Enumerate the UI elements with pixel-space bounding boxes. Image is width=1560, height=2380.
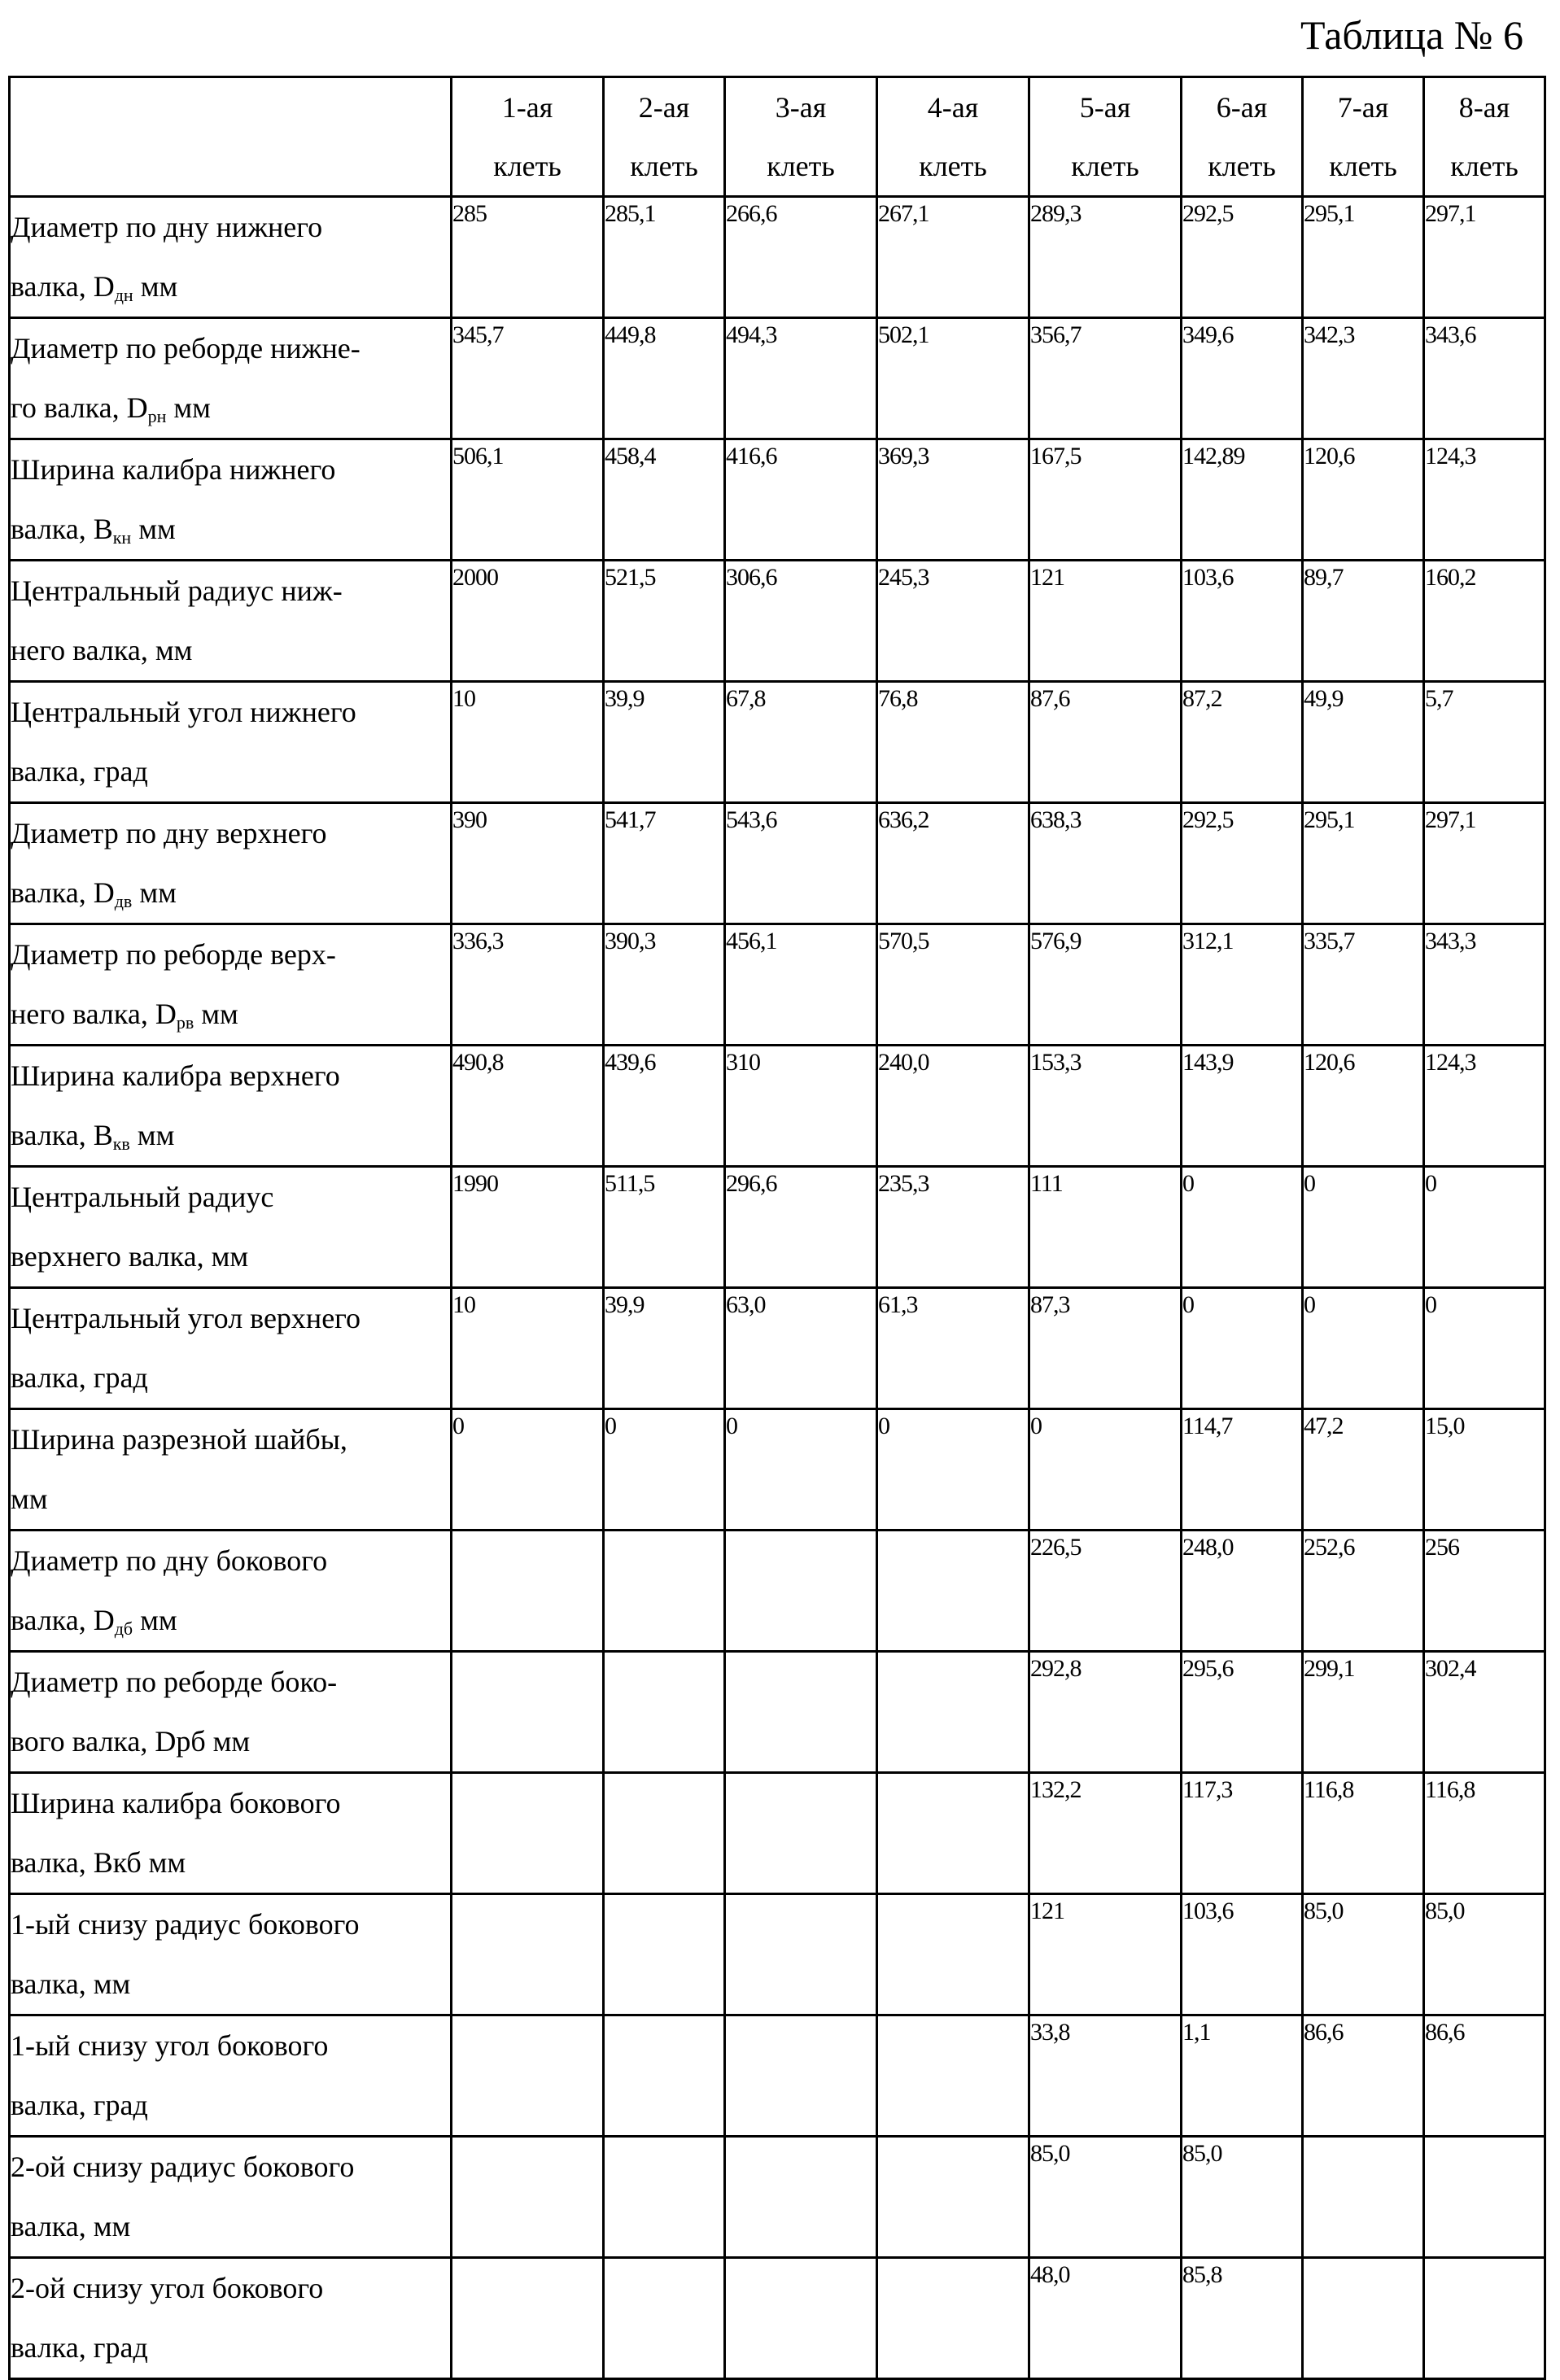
- table-cell: [452, 1531, 604, 1652]
- row-label-text: мм: [11, 1483, 48, 1515]
- table-cell: 33,8: [1029, 2015, 1182, 2137]
- column-header: [1303, 77, 1424, 197]
- table-cell: 343,6: [1424, 318, 1545, 439]
- data-table: [8, 76, 1546, 2380]
- table-cell: 297,1: [1424, 803, 1545, 924]
- row-label-text: валка, B: [11, 1119, 113, 1151]
- table-cell: [452, 1773, 604, 1894]
- table-cell: 638,3: [1029, 803, 1182, 924]
- row-label-line2: [11, 2197, 450, 2256]
- table-cell: 576,9: [1029, 924, 1182, 1046]
- table-cell: 5,7: [1424, 682, 1545, 803]
- row-label: [10, 439, 452, 561]
- table-cell: [725, 1652, 877, 1773]
- table-cell: 85,0: [1303, 1894, 1424, 2015]
- table-cell: 295,6: [1182, 1652, 1303, 1773]
- table-cell: 124,3: [1424, 439, 1545, 561]
- table-cell: 416,6: [725, 439, 877, 561]
- table-title: Таблица № 6: [1300, 8, 1523, 62]
- column-number: 1-ая: [452, 78, 602, 137]
- table-cell: 240,0: [877, 1046, 1029, 1167]
- table-cell: 306,6: [725, 561, 877, 682]
- row-label-subscript: дв: [115, 891, 133, 911]
- table-cell: [725, 1894, 877, 2015]
- table-cell: 292,5: [1182, 803, 1303, 924]
- table-cell: 543,6: [725, 803, 877, 924]
- row-label: [10, 1409, 452, 1531]
- table-cell: 343,3: [1424, 924, 1545, 1046]
- row-label-line2: [11, 985, 450, 1044]
- table-cell: 76,8: [877, 682, 1029, 803]
- row-label-line2: [11, 378, 450, 438]
- table-row: [10, 803, 1545, 924]
- table-cell: 0: [1182, 1288, 1303, 1409]
- row-label-line1: Центральный радиус ниж-: [11, 561, 450, 621]
- table-cell: 296,6: [725, 1167, 877, 1288]
- table-cell: 85,8: [1182, 2258, 1303, 2379]
- table-cell: 266,6: [725, 197, 877, 318]
- row-label-unit: мм: [130, 1119, 175, 1151]
- column-number: 7-ая: [1304, 78, 1422, 137]
- table-cell: 0: [1424, 1167, 1545, 1288]
- table-cell: 0: [1303, 1167, 1424, 1288]
- row-label-line1: Диаметр по реборде верх-: [11, 925, 450, 985]
- table-cell: [604, 2015, 725, 2137]
- row-label-text: валка, град: [11, 1361, 148, 1394]
- row-label-text: верхнего валка, мм: [11, 1240, 248, 1273]
- table-cell: 297,1: [1424, 197, 1545, 318]
- table-cell: 252,6: [1303, 1531, 1424, 1652]
- row-label-unit: мм: [131, 513, 176, 545]
- row-label-line1: 2-ой снизу угол бокового: [11, 2259, 450, 2318]
- column-header: [1182, 77, 1303, 197]
- table-cell: [877, 2137, 1029, 2258]
- row-label-text: валка, D: [11, 270, 115, 303]
- table-cell: [877, 2258, 1029, 2379]
- table-cell: 0: [877, 1409, 1029, 1531]
- row-label-subscript: рн: [148, 406, 167, 426]
- table-cell: 1990: [452, 1167, 604, 1288]
- table-cell: 299,1: [1303, 1652, 1424, 1773]
- table-cell: 86,6: [1303, 2015, 1424, 2137]
- table-row: [10, 1894, 1545, 2015]
- table-row: [10, 1531, 1545, 1652]
- table-row: [10, 2015, 1545, 2137]
- table-cell: [604, 1894, 725, 2015]
- table-cell: [725, 1531, 877, 1652]
- table-row: [10, 197, 1545, 318]
- row-label-subscript: дн: [115, 285, 133, 305]
- table-cell: 111: [1029, 1167, 1182, 1288]
- table-cell: 167,5: [1029, 439, 1182, 561]
- table-cell: [452, 2015, 604, 2137]
- column-header: [725, 77, 877, 197]
- table-cell: 506,1: [452, 439, 604, 561]
- table-row: [10, 924, 1545, 1046]
- table-cell: 312,1: [1182, 924, 1303, 1046]
- table-cell: 235,3: [877, 1167, 1029, 1288]
- table-cell: 117,3: [1182, 1773, 1303, 1894]
- table-cell: 63,0: [725, 1288, 877, 1409]
- table-cell: 15,0: [1424, 1409, 1545, 1531]
- column-unit: клеть: [1030, 137, 1180, 195]
- row-label-line1: Центральный угол верхнего: [11, 1289, 450, 1348]
- row-label: [10, 561, 452, 682]
- column-header: [877, 77, 1029, 197]
- table-cell: 0: [1424, 1288, 1545, 1409]
- table-cell: 502,1: [877, 318, 1029, 439]
- column-header: [452, 77, 604, 197]
- row-label-line1: Диаметр по дну нижнего: [11, 198, 450, 257]
- table-cell: 143,9: [1182, 1046, 1303, 1167]
- row-label-line1: Ширина калибра верхнего: [11, 1046, 450, 1106]
- table-cell: 521,5: [604, 561, 725, 682]
- row-label-unit: мм: [132, 876, 177, 909]
- table-cell: 342,3: [1303, 318, 1424, 439]
- table-cell: 121: [1029, 561, 1182, 682]
- row-label: [10, 2258, 452, 2379]
- table-cell: [604, 2258, 725, 2379]
- table-cell: [725, 2015, 877, 2137]
- table-cell: 349,6: [1182, 318, 1303, 439]
- table-row: [10, 1652, 1545, 1773]
- table-cell: 1,1: [1182, 2015, 1303, 2137]
- row-label-line2: [11, 2318, 450, 2378]
- row-label-unit: мм: [194, 998, 238, 1030]
- table-row: [10, 561, 1545, 682]
- table-cell: 494,3: [725, 318, 877, 439]
- table-cell: 245,3: [877, 561, 1029, 682]
- table-cell: [725, 1773, 877, 1894]
- table-row: [10, 1773, 1545, 1894]
- table-cell: 49,9: [1303, 682, 1424, 803]
- row-label-subscript: рв: [177, 1012, 194, 1033]
- table-cell: 153,3: [1029, 1046, 1182, 1167]
- row-label-unit: мм: [166, 391, 211, 424]
- column-number: 2-ая: [605, 78, 723, 137]
- column-number: 8-ая: [1425, 78, 1544, 137]
- row-label: [10, 318, 452, 439]
- column-header: [604, 77, 725, 197]
- row-label-line1: Ширина калибра бокового: [11, 1774, 450, 1833]
- row-label-unit: мм: [133, 270, 178, 303]
- table-cell: 0: [1029, 1409, 1182, 1531]
- table-cell: [604, 2137, 725, 2258]
- table-cell: 541,7: [604, 803, 725, 924]
- row-label-subscript: кв: [113, 1133, 130, 1154]
- row-label-line2: [11, 1833, 450, 1893]
- table-row: [10, 318, 1545, 439]
- row-label-line2: [11, 1348, 450, 1408]
- row-label: [10, 2137, 452, 2258]
- table-cell: 142,89: [1182, 439, 1303, 561]
- row-label-line2: [11, 257, 450, 317]
- row-label: [10, 1046, 452, 1167]
- table-row: [10, 439, 1545, 561]
- table-cell: 85,0: [1182, 2137, 1303, 2258]
- table-cell: 67,8: [725, 682, 877, 803]
- table-cell: 0: [452, 1409, 604, 1531]
- row-label-text: него валка, мм: [11, 634, 192, 666]
- table-cell: 285: [452, 197, 604, 318]
- table-cell: 248,0: [1182, 1531, 1303, 1652]
- table-cell: 636,2: [877, 803, 1029, 924]
- row-label-text: валка, B: [11, 513, 113, 545]
- table-cell: [877, 2015, 1029, 2137]
- row-label-line1: Диаметр по реборде боко-: [11, 1653, 450, 1712]
- table-cell: [452, 2258, 604, 2379]
- table-cell: [452, 1652, 604, 1773]
- table-cell: 86,6: [1424, 2015, 1545, 2137]
- table-cell: 256: [1424, 1531, 1545, 1652]
- row-label-line1: Диаметр по дну верхнего: [11, 804, 450, 863]
- table-cell: 120,6: [1303, 1046, 1424, 1167]
- row-label: [10, 197, 452, 318]
- row-label: [10, 1288, 452, 1409]
- table-cell: 456,1: [725, 924, 877, 1046]
- table-cell: 289,3: [1029, 197, 1182, 318]
- row-label-text: вого валка, Dрб мм: [11, 1725, 250, 1758]
- column-unit: клеть: [1304, 137, 1422, 195]
- table-cell: 85,0: [1424, 1894, 1545, 2015]
- column-number: 5-ая: [1030, 78, 1180, 137]
- column-unit: клеть: [878, 137, 1028, 195]
- table-cell: 87,2: [1182, 682, 1303, 803]
- table-cell: [1303, 2137, 1424, 2258]
- row-label-subscript: дб: [115, 1618, 133, 1639]
- row-label-line1: Центральный угол нижнего: [11, 683, 450, 742]
- row-label-text: валка, мм: [11, 1967, 130, 2000]
- row-label-subscript: кн: [113, 527, 131, 548]
- table-cell: 132,2: [1029, 1773, 1182, 1894]
- row-label-line2: [11, 1954, 450, 2014]
- column-header: [1424, 77, 1545, 197]
- table-cell: 47,2: [1303, 1409, 1424, 1531]
- row-label: [10, 1531, 452, 1652]
- table-cell: [604, 1531, 725, 1652]
- table-cell: 120,6: [1303, 439, 1424, 561]
- row-label-line2: [11, 1106, 450, 1165]
- header-row: [10, 77, 1545, 197]
- row-label: [10, 1894, 452, 2015]
- row-label-text: него валка, D: [11, 998, 177, 1030]
- row-label-line2: [11, 1591, 450, 1650]
- table-row: [10, 1167, 1545, 1288]
- table-cell: 295,1: [1303, 803, 1424, 924]
- table-cell: 295,1: [1303, 197, 1424, 318]
- table-cell: [452, 2137, 604, 2258]
- row-label: [10, 1773, 452, 1894]
- row-label-text: валка, град: [11, 755, 148, 788]
- table-cell: 226,5: [1029, 1531, 1182, 1652]
- row-label-text: валка, Вкб мм: [11, 1846, 186, 1879]
- column-unit: клеть: [605, 137, 723, 195]
- row-label-text: валка, D: [11, 876, 115, 909]
- table-cell: 458,4: [604, 439, 725, 561]
- row-label: [10, 924, 452, 1046]
- row-label-text: валка, град: [11, 2331, 148, 2364]
- table-cell: 160,2: [1424, 561, 1545, 682]
- table-cell: 511,5: [604, 1167, 725, 1288]
- row-label-line1: Диаметр по реборде нижне-: [11, 319, 450, 378]
- table-cell: [1424, 2137, 1545, 2258]
- table-cell: 39,9: [604, 1288, 725, 1409]
- table-cell: 89,7: [1303, 561, 1424, 682]
- table-row: [10, 682, 1545, 803]
- column-unit: клеть: [452, 137, 602, 195]
- row-label-line2: [11, 863, 450, 923]
- row-label-text: валка, мм: [11, 2210, 130, 2242]
- table-cell: 335,7: [1303, 924, 1424, 1046]
- table-cell: [604, 1652, 725, 1773]
- table-cell: 345,7: [452, 318, 604, 439]
- row-label-line1: Диаметр по дну бокового: [11, 1531, 450, 1591]
- column-header: [1029, 77, 1182, 197]
- table-cell: 390,3: [604, 924, 725, 1046]
- column-number: 6-ая: [1182, 78, 1301, 137]
- row-label-line1: 1-ый снизу угол бокового: [11, 2016, 450, 2076]
- table-cell: 10: [452, 1288, 604, 1409]
- table-cell: [877, 1652, 1029, 1773]
- row-label-text: валка, град: [11, 2089, 148, 2121]
- row-label-line2: [11, 2076, 450, 2135]
- column-number: 3-ая: [726, 78, 876, 137]
- table-cell: 390: [452, 803, 604, 924]
- table-cell: 267,1: [877, 197, 1029, 318]
- table-cell: 48,0: [1029, 2258, 1182, 2379]
- row-label-text: валка, D: [11, 1604, 115, 1636]
- table-cell: 285,1: [604, 197, 725, 318]
- table-row: [10, 1409, 1545, 1531]
- row-label-unit: мм: [133, 1604, 177, 1636]
- table-cell: [604, 1773, 725, 1894]
- row-label-text: го валка, D: [11, 391, 148, 424]
- row-label-line2: [11, 1712, 450, 1771]
- row-label-line2: [11, 621, 450, 680]
- row-label-line1: 1-ый снизу радиус бокового: [11, 1895, 450, 1954]
- table-cell: 356,7: [1029, 318, 1182, 439]
- row-label-line1: Ширина разрезной шайбы,: [11, 1410, 450, 1469]
- row-label: [10, 803, 452, 924]
- column-number: 4-ая: [878, 78, 1028, 137]
- table-cell: [877, 1773, 1029, 1894]
- table-cell: 570,5: [877, 924, 1029, 1046]
- table-cell: 114,7: [1182, 1409, 1303, 1531]
- table-cell: 336,3: [452, 924, 604, 1046]
- table-cell: 87,3: [1029, 1288, 1182, 1409]
- table-cell: 0: [725, 1409, 877, 1531]
- table-cell: 103,6: [1182, 1894, 1303, 2015]
- row-label: [10, 1652, 452, 1773]
- row-label: [10, 2015, 452, 2137]
- table-cell: [725, 2137, 877, 2258]
- table-cell: 302,4: [1424, 1652, 1545, 1773]
- table-cell: [877, 1531, 1029, 1652]
- table-cell: 310: [725, 1046, 877, 1167]
- table-cell: 292,8: [1029, 1652, 1182, 1773]
- table-cell: 10: [452, 682, 604, 803]
- corner-cell: [10, 77, 452, 197]
- row-label-line2: [11, 1227, 450, 1286]
- table-cell: [1424, 2258, 1545, 2379]
- row-label-line1: 2-ой снизу радиус бокового: [11, 2138, 450, 2197]
- table-cell: 116,8: [1424, 1773, 1545, 1894]
- column-unit: клеть: [726, 137, 876, 195]
- table-cell: 87,6: [1029, 682, 1182, 803]
- table-cell: 2000: [452, 561, 604, 682]
- table-row: [10, 2258, 1545, 2379]
- table-row: [10, 1046, 1545, 1167]
- table-cell: 85,0: [1029, 2137, 1182, 2258]
- table-cell: 124,3: [1424, 1046, 1545, 1167]
- table-cell: 490,8: [452, 1046, 604, 1167]
- table-cell: 0: [1182, 1167, 1303, 1288]
- table-cell: 439,6: [604, 1046, 725, 1167]
- table-cell: [877, 1894, 1029, 2015]
- row-label-line1: Центральный радиус: [11, 1168, 450, 1227]
- table-cell: 103,6: [1182, 561, 1303, 682]
- table-cell: 369,3: [877, 439, 1029, 561]
- table-cell: [1303, 2258, 1424, 2379]
- row-label-line2: [11, 1469, 450, 1529]
- row-label-line1: Ширина калибра нижнего: [11, 440, 450, 500]
- column-unit: клеть: [1182, 137, 1301, 195]
- table-cell: 0: [604, 1409, 725, 1531]
- table-cell: 116,8: [1303, 1773, 1424, 1894]
- table-cell: [725, 2258, 877, 2379]
- row-label: [10, 1167, 452, 1288]
- table-cell: 0: [1303, 1288, 1424, 1409]
- row-label-line2: [11, 742, 450, 801]
- table-cell: [452, 1894, 604, 2015]
- row-label: [10, 682, 452, 803]
- table-cell: 61,3: [877, 1288, 1029, 1409]
- column-unit: клеть: [1425, 137, 1544, 195]
- table-cell: 121: [1029, 1894, 1182, 2015]
- table-row: [10, 1288, 1545, 1409]
- table-cell: 449,8: [604, 318, 725, 439]
- table-row: [10, 2137, 1545, 2258]
- row-label-line2: [11, 500, 450, 559]
- table-cell: 39,9: [604, 682, 725, 803]
- table-cell: 292,5: [1182, 197, 1303, 318]
